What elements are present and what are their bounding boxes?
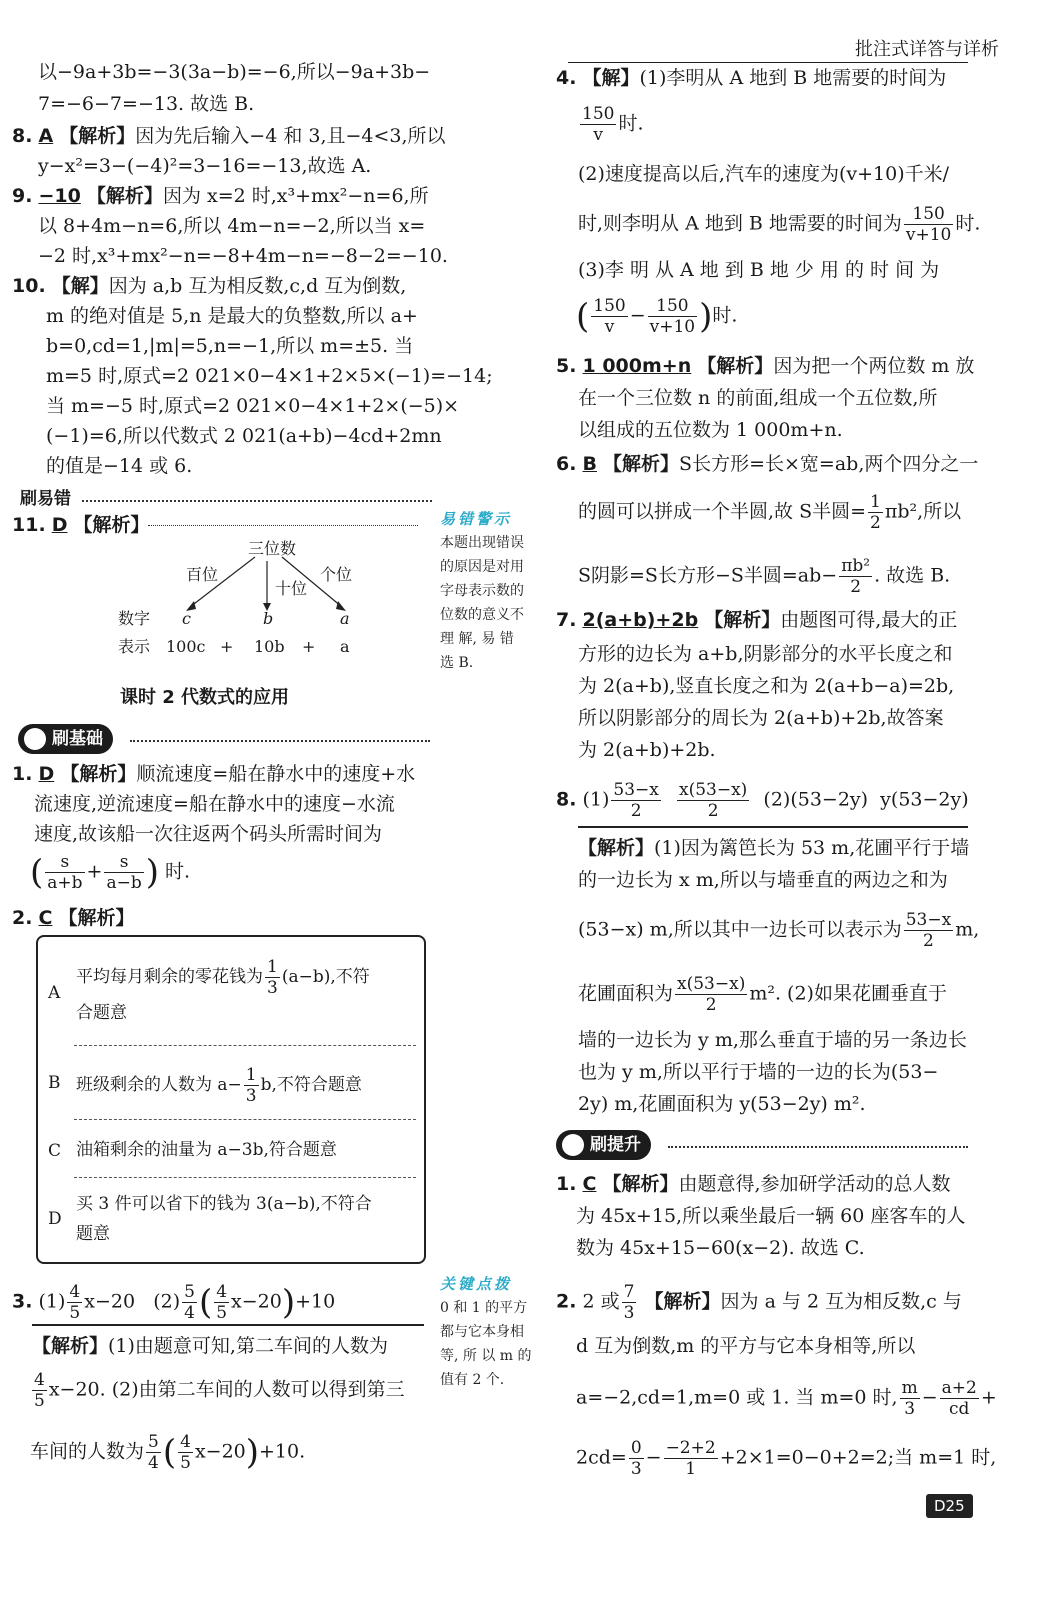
denominator: 3 (630, 1459, 642, 1479)
numerator: s (104, 852, 143, 873)
question-number: 11. (12, 514, 46, 536)
text-line: 方形的边长为 a+b,阴影部分的水平长度之和 (578, 643, 953, 665)
numerator: 5 (184, 1282, 195, 1302)
text: x−20 (84, 1290, 136, 1313)
analysis-tag: 【解析】 (697, 355, 774, 377)
text-line (578, 492, 961, 533)
denominator: 5 (34, 1391, 45, 1411)
diagram-tens: 十位 (275, 579, 308, 598)
numerator: 4 (180, 1432, 191, 1452)
text: 2cd= (576, 1446, 627, 1469)
numerator: 1 (267, 957, 278, 977)
numerator: 150 (582, 104, 615, 124)
text: S阴影=S长方形−S半圆=ab− (578, 564, 838, 587)
text-line: 的值是−14 或 6. (46, 455, 193, 477)
plus: + (86, 860, 103, 883)
text-line: 车间的人数为 $\frac{5}{4}$ ( $\frac{4}{5}$ x−20)+10. (30, 1432, 306, 1473)
tip-line: 等, 所 以 m 的 (440, 1348, 532, 1364)
text-line: 为 2(a+b)+2b. (578, 739, 716, 761)
value-a: a (340, 637, 350, 656)
tip-line: 字母表示数的 (440, 583, 524, 599)
text: 的圆可以拼成一个半圆,故 S半圆= (578, 500, 867, 523)
text: m². (2)如果花圃垂直于 (749, 982, 947, 1005)
text-line: m=5 时,原式=2 021×0−4×1+2×5×(−1)=−14; (46, 365, 493, 387)
tip-line: 都与它本身相 (440, 1324, 524, 1340)
text-line: 所以阴影部分的周长为 2(a+b)+2b,故答案 (578, 707, 944, 729)
question-9 (12, 180, 429, 212)
text: 时. (618, 112, 644, 135)
tip-line: 选 B. (440, 655, 474, 671)
text: 因为先后输入−4 和 3,且−4<3,所以 (135, 125, 446, 147)
basic-1 (12, 758, 415, 790)
question-8-right (556, 780, 969, 821)
place-value-diagram (110, 535, 390, 665)
numerator: 150 (904, 204, 953, 225)
question-number: 1. (556, 1173, 577, 1195)
text: . 故选 B. (874, 564, 951, 587)
numerator: 150 (593, 296, 626, 316)
text: (2)(53−2y) (763, 788, 869, 811)
text: 题意 (76, 1224, 110, 1244)
analysis-tag: 【解析】 (58, 907, 135, 929)
tip-line: 本题出现错误 (440, 535, 524, 551)
tip-line: 值有 2 个. (440, 1372, 505, 1388)
minus: − (921, 1386, 938, 1409)
answer: A (38, 125, 54, 147)
question-number: 3. (12, 1290, 33, 1313)
numerator: a+2 (941, 1378, 977, 1398)
question-7 (556, 604, 957, 636)
numerator: s (45, 852, 84, 873)
text: +2×1=0−0+2=2;当 m=1 时, (719, 1446, 997, 1469)
numerator: −2+2 (665, 1438, 716, 1458)
question-number: 2. (12, 907, 33, 929)
diagram-hundreds: 百位 (186, 565, 219, 584)
tip-line: 0 和 1 的平方 (440, 1300, 528, 1316)
numerator: 53−x (905, 910, 952, 930)
text-line: b=0,cd=1,|m|=5,n=−1,所以 m=±5. 当 (46, 335, 414, 357)
part-label: (1) (38, 1290, 66, 1313)
text: 时,则李明从 A 地到 B 地需要的时间为 (578, 212, 902, 235)
text-line: 为 45x+15,所以乘坐最后一辆 60 座客车的人 (576, 1205, 966, 1227)
text: (1)由题意可知,第二车间的人数为 (108, 1335, 388, 1357)
plus: + (220, 637, 234, 656)
answer: 2(a+b)+2b (582, 609, 699, 631)
text: 由题图可得,最大的正 (780, 609, 958, 631)
text: 因为把一个两位数 m 放 (773, 355, 975, 377)
text: x−20 (194, 1440, 246, 1463)
text-line: (−1)=6,所以代数式 2 021(a+b)−4cd+2mn (46, 425, 442, 447)
text-line: 以组成的五位数为 1 000m+n. (578, 419, 843, 441)
basic-3: 3. (1) $\frac{4}{5}$ x−20 (2) $\frac{5}{4}$ ( $\frac{4}{5}$ x−20)+10 (12, 1282, 336, 1323)
question-number: 2. (556, 1290, 577, 1313)
text: a=−2,cd=1,m=0 或 1. 当 m=0 时, (576, 1386, 898, 1409)
part-label: (1) (582, 788, 610, 811)
minus: − (629, 304, 646, 327)
denominator: 3 (267, 978, 278, 998)
numerator: 150 (648, 296, 697, 317)
answer: D (51, 514, 68, 536)
text: πb²,所以 (884, 500, 962, 523)
numerator: 4 (69, 1282, 81, 1302)
text-line: d 互为倒数,m 的平方与它本身相等,所以 (576, 1335, 916, 1357)
numerator: 0 (630, 1438, 642, 1458)
text: 班级剩余的人数为 a− (76, 1075, 242, 1095)
text-line: 流速度,逆流速度=船在静水中的速度−水流 (34, 793, 395, 815)
text: 合题意 (76, 1003, 127, 1023)
text-line: 数为 45x+15−60(x−2). 故选 C. (576, 1237, 865, 1259)
text: b,不符合题意 (260, 1075, 362, 1095)
plus: + (302, 637, 316, 656)
text: (1)因为篱笆长为 53 m,花圃平行于墙 (654, 837, 970, 859)
text: (1)李明从 A 地到 B 地需要的时间为 (639, 67, 947, 89)
text-line: 为 2(a+b),竖直长度之和为 2(a+b−a)=2b, (578, 675, 955, 697)
text-line: −2 时,x³+mx²−n=−8+4m−n=−8−2=−10. (38, 245, 448, 267)
denominator: v+10 (649, 317, 696, 337)
question-8 (12, 120, 446, 152)
question-number: 1. (12, 763, 33, 785)
numerator: 5 (148, 1432, 159, 1452)
text-line: 在一个三位数 n 的前面,组成一个五位数,所 (578, 387, 938, 409)
tip-error-warning (440, 507, 550, 675)
numerator: πb² (841, 556, 871, 576)
dotted-divider (130, 740, 430, 742)
dashed-separator (74, 1177, 416, 1178)
text-line (578, 832, 969, 864)
denominator: v (593, 125, 604, 145)
numerator: 53−x (613, 780, 659, 800)
dotted-leader (148, 525, 418, 526)
text-line: 也为 y m,所以平行于墙的一边的长为(53− (578, 1061, 939, 1083)
denominator: 2 (705, 995, 717, 1015)
analysis-tag: 【解析】 (644, 1290, 721, 1313)
numerator: 1 (870, 492, 881, 512)
digit-a: a (340, 609, 350, 628)
denominator: 2 (923, 931, 934, 951)
text: 时. (955, 212, 981, 235)
value-100c: 100c (166, 637, 206, 656)
numerator: 4 (216, 1282, 228, 1302)
analysis-tag: 【解析】 (704, 609, 781, 631)
answer: 1 000m+n (582, 355, 692, 377)
text: (a−b),不符 (281, 967, 370, 987)
text: +10 (295, 1290, 336, 1313)
question-5 (556, 350, 974, 382)
option-key: C (48, 1141, 62, 1161)
text-line: 当 m=−5 时,原式=2 021×0−4×1+2×(−5)× (46, 395, 460, 417)
minus: − (645, 1446, 662, 1469)
text: 由题意得,参加研学活动的总人数 (678, 1173, 951, 1195)
text: y(53−2y) (880, 788, 969, 811)
question-number: 10. (12, 275, 46, 297)
unit: 时. (165, 860, 191, 883)
answer-rule (32, 1324, 424, 1326)
question-4 (556, 62, 946, 94)
diagram-ones: 个位 (320, 565, 353, 584)
solution-tag: 【解】 (582, 67, 640, 89)
text-line: y−x²=3−(−4)²=3−16=−13,故选 A. (38, 155, 372, 177)
solution-tag: 【解】 (51, 275, 109, 297)
part-label: (2) (153, 1290, 181, 1313)
answer: −10 (38, 185, 81, 207)
analysis-tag: 【解析】 (60, 763, 137, 785)
numerator: x(53−x) (677, 974, 746, 994)
denominator: 4 (184, 1303, 195, 1323)
question-number: 8. (556, 788, 577, 811)
dotted-divider (82, 500, 432, 502)
text-line: 速度,故该船一次往返两个码头所需时间为 (34, 823, 383, 845)
text: 因为 a 与 2 互为相反数,c 与 (720, 1290, 962, 1313)
analysis-tag: 【解析】 (32, 1335, 109, 1357)
text: x−20. (2)由第二车间的人数可以得到第三 (48, 1378, 405, 1401)
value-10b: 10b (254, 637, 285, 656)
text-line: 以−9a+3b=−3(3a−b)=−6,所以−9a+3b− (38, 61, 431, 83)
answer: D (38, 763, 55, 785)
text: 因为 x=2 时,x³+mx²−n=6,所 (162, 185, 429, 207)
answer: C (38, 907, 53, 929)
question-number: 4. (556, 67, 577, 89)
question-number: 9. (12, 185, 33, 207)
question-6 (556, 448, 978, 480)
text-line (578, 910, 979, 951)
analysis-tag: 【解析】 (578, 837, 655, 859)
answer: C (582, 1173, 597, 1195)
analysis-tag: 【解析】 (59, 125, 136, 147)
answer: B (582, 453, 597, 475)
tip-key-point (440, 1272, 550, 1392)
tip-line: 位数的意义不 (440, 607, 524, 623)
page-header-title: 批注式详答与详析 (855, 39, 999, 60)
analysis-tag: 【解析】 (602, 1173, 679, 1195)
text-line: (2)速度提高以后,汽车的速度为(v+10)千米/ (578, 163, 950, 185)
numerator: x(53−x) (678, 780, 748, 800)
improve-2 (556, 1282, 962, 1323)
text-line: m 的绝对值是 5,n 是最大的负整数,所以 a+ (46, 305, 418, 327)
tip-line: 理 解, 易 错 (440, 631, 514, 647)
lesson-title: 课时 2 代数式的应用 (120, 687, 290, 708)
text-line: 以 8+4m−n=6,所以 4m−n=−2,所以当 x= (38, 215, 426, 237)
text: 顺流速度=船在静水中的速度+水 (136, 763, 416, 785)
brush-icon (24, 728, 46, 750)
improve-1 (556, 1168, 951, 1200)
analysis-tag: 【解析】 (73, 514, 150, 536)
denominator: 1 (685, 1459, 697, 1479)
text-line (30, 1370, 405, 1411)
denominator: 3 (904, 1399, 916, 1419)
numerator: 7 (623, 1282, 635, 1302)
digit-c: c (182, 609, 191, 628)
diagram-top: 三位数 (248, 539, 297, 558)
tip-title: 关键点拨 (440, 1275, 513, 1293)
denominator: a−b (106, 873, 142, 893)
brush-icon (562, 1134, 584, 1156)
options-table (36, 935, 426, 1264)
numerator: m (901, 1378, 918, 1398)
text-line (578, 104, 644, 145)
numerator: 4 (34, 1370, 45, 1390)
text: m, (955, 918, 980, 941)
text: 因为 a,b 互为相反数,c,d 互为倒数, (108, 275, 407, 297)
analysis-tag: 【解析】 (603, 453, 680, 475)
text: 时. (712, 304, 738, 327)
dotted-divider (668, 1146, 968, 1148)
text-line (578, 974, 947, 1015)
text: 油箱剩余的油量为 a−3b,符合题意 (76, 1140, 337, 1160)
denominator: 5 (216, 1303, 228, 1323)
question-number: 6. (556, 453, 577, 475)
denominator: cd (949, 1399, 970, 1419)
digit-b: b (263, 609, 274, 628)
text-line: 墙的一边长为 y m,那么垂直于墙的另一条边长 (578, 1029, 967, 1051)
text-line: ( $\frac{150}{v}$ − $\frac{150}{v+10}$ )时. (576, 296, 738, 337)
text: 买 3 件可以省下的钱为 3(a−b),不符合 (76, 1194, 372, 1214)
text-line (576, 1378, 997, 1419)
text-line (578, 556, 950, 597)
plus: + (980, 1386, 997, 1409)
denominator: 3 (623, 1303, 635, 1323)
basic-3-analysis (32, 1330, 388, 1362)
question-number: 5. (556, 355, 577, 377)
dashed-separator (74, 1045, 416, 1046)
denominator: 2 (630, 801, 642, 821)
denominator: a+b (47, 873, 83, 893)
text: 花圃面积为 (578, 982, 674, 1005)
option-key: A (48, 983, 61, 1003)
text: 车间的人数为 (30, 1440, 145, 1463)
denominator: 2 (870, 513, 881, 533)
tip-title: 易错警示 (440, 510, 513, 528)
badge-label: 刷提升 (590, 1135, 641, 1155)
page-number: D25 (926, 1494, 973, 1518)
text-line: 的一边长为 x m,所以与墙垂直的两边之和为 (578, 869, 948, 891)
denominator: v (604, 317, 615, 337)
row-label-digit: 数字 (118, 609, 151, 628)
badge-improve (556, 1130, 651, 1160)
section-error-title: 刷易错 (20, 489, 71, 509)
option-key: D (48, 1209, 62, 1229)
text-line (578, 204, 980, 245)
text-line (576, 1438, 996, 1479)
tip-line: 的原因是对用 (440, 559, 524, 575)
denominator: 2 (707, 801, 719, 821)
denominator: 4 (148, 1453, 159, 1473)
answer-rule (578, 826, 968, 828)
text: S长方形=长×宽=ab,两个四分之一 (679, 453, 979, 475)
text: 平均每月剩余的零花钱为 (76, 967, 263, 987)
numerator: 1 (245, 1065, 257, 1085)
text: (53−x) m,所以其中一边长可以表示为 (578, 918, 902, 941)
question-10 (12, 270, 406, 302)
text-line: 2y) m,花圃面积为 y(53−2y) m². (578, 1093, 866, 1115)
text: +10. (259, 1440, 306, 1463)
denominator: 5 (180, 1453, 191, 1473)
denominator: v+10 (905, 225, 952, 245)
question-number: 8. (12, 125, 33, 147)
text-line: (3)李 明 从 A 地 到 B 地 少 用 的 时 间 为 (578, 259, 940, 281)
formula-time: ( $\frac{s}{a+b}$ + $\frac{s}{a-b}$ ) 时. (30, 852, 191, 893)
denominator: 3 (245, 1086, 257, 1106)
denominator: 5 (69, 1303, 81, 1323)
basic-2 (12, 902, 135, 934)
dashed-separator (74, 1119, 416, 1120)
text-line: 7=−6−7=−13. 故选 B. (38, 93, 255, 115)
text: x−20 (231, 1290, 282, 1313)
badge-basic (18, 724, 113, 754)
badge-label: 刷基础 (52, 729, 103, 749)
option-key: B (48, 1073, 61, 1093)
analysis-tag: 【解析】 (86, 185, 163, 207)
answer: 2 或 (582, 1290, 620, 1313)
question-number: 7. (556, 609, 577, 631)
denominator: 2 (850, 577, 862, 597)
row-label-represent: 表示 (118, 637, 151, 656)
